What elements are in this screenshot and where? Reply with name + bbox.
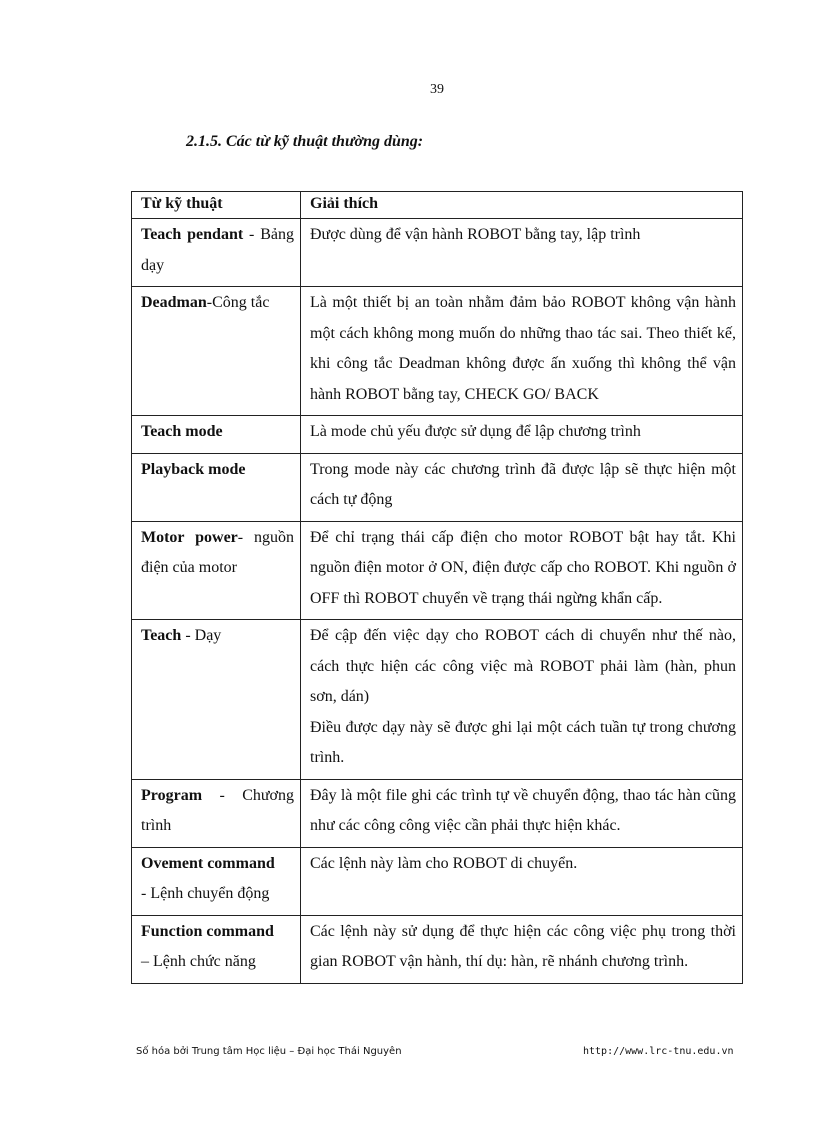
term-name: Teach pendant xyxy=(141,226,244,243)
term-cell xyxy=(132,416,301,454)
term-translation: – Lệnh chức năng xyxy=(141,953,256,970)
definition-cell: Các lệnh này sử dụng để thực hiện các công việc phụ trong thời gian ROBOT vận hành, thí dụ: hàn, rẽ nhánh chương trình. xyxy=(301,915,743,983)
term-name: Playback mode xyxy=(141,460,246,478)
table-row xyxy=(132,620,743,780)
term-name: Deadman xyxy=(141,294,207,311)
table-row xyxy=(132,416,743,454)
term-name: Program xyxy=(141,786,203,804)
term-translation: - Chương trình xyxy=(141,786,294,834)
table-row xyxy=(132,847,743,915)
term-name: Teach xyxy=(141,627,182,644)
term-name: Function command xyxy=(141,922,274,940)
term-name: Teach mode xyxy=(141,423,223,440)
section-title: 2.1.5. Các từ kỹ thuật thường dùng: xyxy=(186,133,424,150)
table-row xyxy=(132,219,743,287)
definition-paragraph: Điều được dạy này sẽ được ghi lại một cách tuần tự trong chương trình. xyxy=(310,718,736,766)
table-row xyxy=(132,287,743,416)
header-term: Từ kỹ thuật xyxy=(132,192,301,219)
term-name: Ovement command xyxy=(141,854,275,872)
term-cell xyxy=(132,915,301,983)
term-name: Motor power xyxy=(141,528,238,546)
footer-source: Số hóa bởi Trung tâm Học liệu – Đại học Thái Nguyên xyxy=(136,1046,402,1057)
term-cell xyxy=(132,219,301,287)
term-cell xyxy=(132,453,301,521)
term-translation: - Bảng dạy xyxy=(141,226,294,274)
definition-paragraph: Để cập đến việc dạy cho ROBOT cách di chuyển như thế nào, cách thực hiện các công việc mà ROBOT phải làm (hàn, phun sơn, dán) xyxy=(310,627,736,705)
term-cell xyxy=(132,287,301,416)
table-row xyxy=(132,779,743,847)
definition-cell: Các lệnh này làm cho ROBOT di chuyển. xyxy=(301,847,743,915)
term-cell xyxy=(132,779,301,847)
term-translation: - nguồn điện của motor xyxy=(141,528,294,576)
header-definition: Giải thích xyxy=(301,192,743,219)
footer-url: http://www.lrc-tnu.edu.vn xyxy=(583,1046,734,1057)
definition-cell: Được dùng để vận hành ROBOT bằng tay, lập trình xyxy=(301,219,743,287)
definition-cell: Là mode chủ yếu được sử dụng để lập chương trình xyxy=(301,416,743,454)
definition-cell: Để chỉ trạng thái cấp điện cho motor ROBOT bật hay tắt. Khi nguồn điện motor ở ON, điện được cấp cho ROBOT. Khi nguồn ở OFF thì ROBOT chuyển về trạng thái ngừng khẩn cấp. xyxy=(301,521,743,620)
term-cell xyxy=(132,521,301,620)
term-cell xyxy=(132,847,301,915)
term-cell xyxy=(132,620,301,780)
term-translation: -Công tắc xyxy=(206,294,270,311)
page-number: 39 xyxy=(430,82,444,97)
definition-cell: Đây là một file ghi các trình tự về chuyển động, thao tác hàn cũng như các công công việc cần phải thực hiện khác. xyxy=(301,779,743,847)
definition-cell xyxy=(301,620,743,780)
table-row xyxy=(132,453,743,521)
table-row xyxy=(132,521,743,620)
term-translation: - Dạy xyxy=(181,627,222,644)
definition-cell: Là một thiết bị an toàn nhằm đảm bảo ROBOT không vận hành một cách không mong muốn do những thao tác sai. Theo thiết kế, khi công tắc Deadman không được ấn xuống thì không thể vận hành ROBOT bằng tay, CHECK GO/ BACK xyxy=(301,287,743,416)
term-translation: - Lệnh chuyển động xyxy=(141,885,270,902)
definition-cell: Trong mode này các chương trình đã được lập sẽ thực hiện một cách tự động xyxy=(301,453,743,521)
table-header-row xyxy=(132,192,743,219)
table-row xyxy=(132,915,743,983)
terms-table xyxy=(131,191,743,984)
